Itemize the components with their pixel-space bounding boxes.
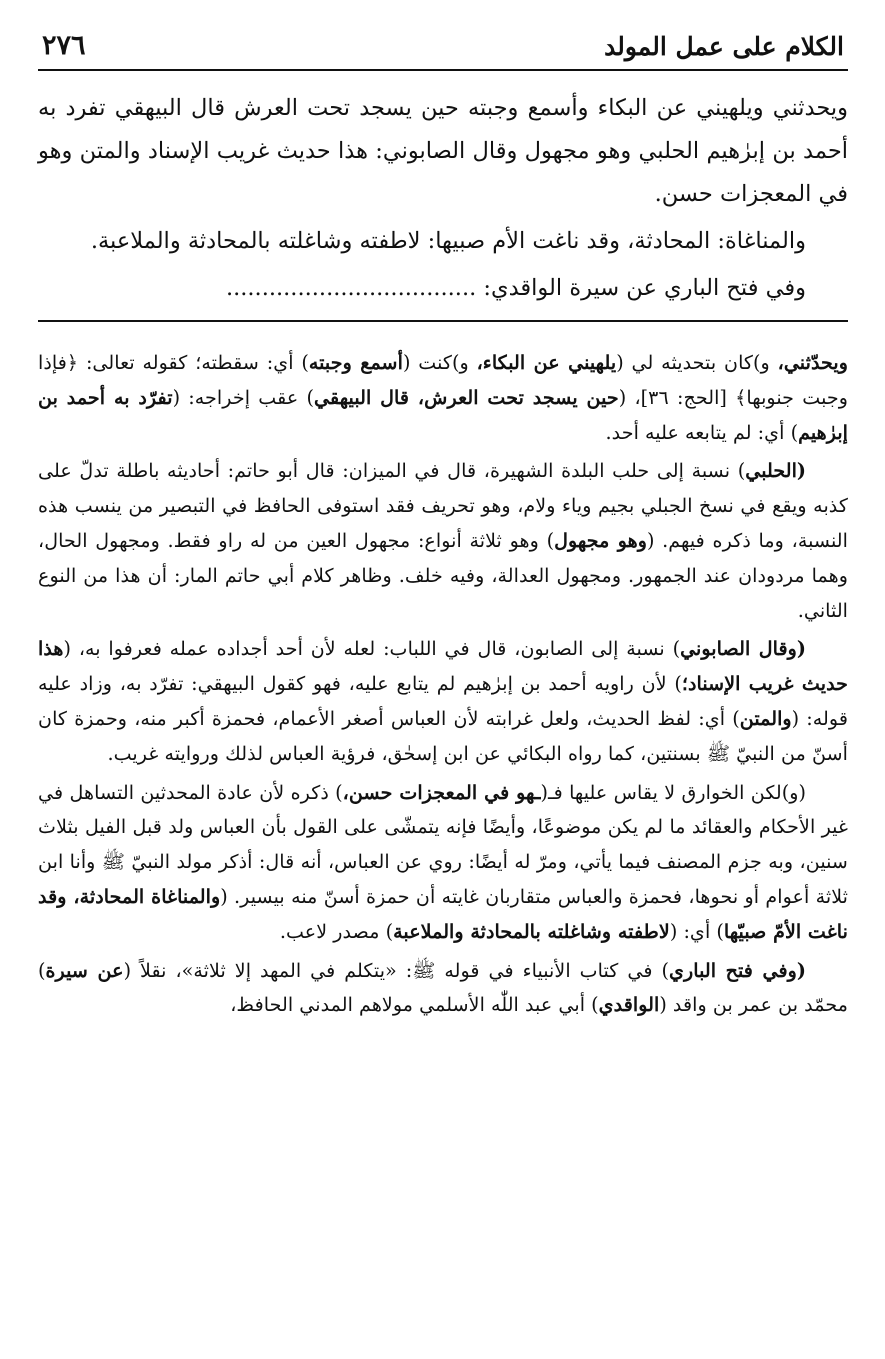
- comment-text: ) أبي عبد اللّٰه الأسلمي مولاهم المدني الحافظ،: [230, 993, 599, 1017]
- comment-text: ) أي: لفظ الحديث، ولعل غرابته لأن العباس أصغر الأعمام، فحمزة أكبر منه، وحمزة كان أسنّ من النبيّ ﷺ بسنتين، كما رواه البكائي عن ابن إسحٰق، فرؤية العباس لذلك وروايته غريب.: [38, 706, 848, 765]
- running-title: الكلام على عمل المولد: [604, 32, 844, 61]
- main-paragraph: [38, 267, 848, 310]
- bold-quote: لاطفته وشاغلته بالمحادثة والملاعبة: [393, 919, 670, 943]
- comment-text: و)كان بتحديثه لي (: [616, 351, 778, 374]
- bold-quote: تفرّد به أحمد بن إبرٰهيم: [38, 385, 848, 444]
- comment-text: ) لأن راويه أحمد بن إبرٰهيم لم يتابع عليه، فهو كقول البيهقي: تفرّد به، وزاد عليه قوله: (: [38, 672, 848, 730]
- commentary-paragraph: [38, 346, 848, 450]
- bold-quote: ويحدّثني،: [777, 351, 849, 374]
- bold-quote: ـهو في المعجزات حسن،: [342, 780, 541, 804]
- bold-quote: (الحلبي: [745, 459, 806, 483]
- commentary-paragraph: [38, 632, 848, 771]
- comment-text: ) محمّد بن عمر بن واقد (: [38, 958, 848, 1017]
- bold-quote: أسمع وجبته: [308, 351, 403, 374]
- commentary: [38, 346, 848, 1023]
- bold-quote: هذا حديث غريب الإسناد؛: [38, 637, 848, 696]
- page: [38, 30, 848, 1027]
- ellipsis-dots: ...................................: [225, 275, 477, 301]
- commentary-paragraph: [38, 454, 848, 628]
- main-paragraph: والمناغاة: المحادثة، وقد ناغت الأم صبيها: لاطفته وشاغلته بالمحادثة والملاعبة.: [90, 228, 806, 254]
- comment-text: ) وهو ثلاثة أنواع: مجهول العين من له راو فقط. ومجهول الحال، وهما مردودان عند الجمهور. ومجهول العدالة، وفيه خلف. وظاهر كلام أبي حاتم المار: أن هذا من النوع الثاني.: [38, 528, 848, 622]
- comment-text: ) نسبة إلى حلب البلدة الشهيرة، قال في الميزان: قال أبو حاتم: أحاديثه باطلة تدلّ على كذبه ويقع في نسخ الجبلي بجيم وياء ولام، وهو تحريف فقد استوفى الحافظ في التبصير من ينسب هذه النسبة، وما ذكره فيهم. (: [38, 459, 848, 552]
- bold-quote: والمتن: [739, 706, 792, 730]
- main-paragraph: ويحدثني ويلهيني عن البكاء وأسمع وجبته حين يسجد تحت العرش قال البيهقي تفرد به أحمد بن إبرٰهيم الحلبي وهو مجهول وقال الصابوني: هذا حديث غريب الإسناد والمتن وهو في المعجزات حسن.: [38, 95, 848, 207]
- bold-quote: حين يسجد تحت العرش، قال البيهقي: [314, 385, 619, 409]
- footnote-divider: [38, 320, 848, 322]
- commentary-paragraph: [38, 954, 848, 1024]
- page-header: [38, 30, 848, 71]
- bold-quote: (وقال الصابوني: [680, 637, 806, 661]
- comment-text: ) ذكره لأن عادة المحدثين التساهل في غير الأحكام والعقائد ما لم يكن موضوعًا، وأيضًا فإنه يتمشّى على القول بأن العباس ولد قبل الفيل بثلاث سنين، وبه جزم المصنف فيما يأتي، ومرّ له أيضًا: روي عن العباس، أنه قال: أذكر مولد النبيّ ﷺ وأنا ابن ثلاثة أعوام أو نحوها، فحمزة والعباس متقاربان غايته أن حمزة أسنّ منه بيسير. (: [38, 780, 848, 908]
- comment-text: ) نسبة إلى الصابون، قال في اللباب: لعله لأن أحد أجداده عمله فعرفوا به، (: [63, 637, 681, 661]
- comment-text: و)كنت (: [402, 351, 477, 374]
- bold-quote: عن سيرة: [45, 958, 124, 982]
- bold-quote: (وفي فتح الباري: [668, 958, 806, 982]
- bold-quote: وهو مجهول: [554, 528, 647, 552]
- comment-text: ) أي: (: [669, 919, 724, 943]
- bold-quote: والمناغاة المحادثة، وقد ناغت الأمّ صبيّها: [38, 884, 848, 943]
- comment-text: ) في كتاب الأنبياء في قوله ﷺ: «يتكلم في المهد إلا ثلاثة»، نقلاً (: [123, 958, 669, 982]
- comment-text: ) عقب إخراجه: (: [172, 385, 314, 409]
- bold-quote: الواقدي: [598, 993, 660, 1017]
- commentary-paragraph: [38, 776, 848, 950]
- comment-text: ) أي: لم يتابعه عليه أحد.: [605, 420, 799, 444]
- bold-quote: يلهيني عن البكاء،: [476, 351, 617, 374]
- comment-text: ) أي: سقطته؛ كقوله تعالى: ﴿فإذا وجبت جنوبها﴾ [الحج: ٣٦]، (: [38, 351, 848, 409]
- comment-text: ) مصدر لاعب.: [279, 919, 394, 943]
- main-text: [38, 87, 848, 310]
- main-line-text: وفي فتح الباري عن سيرة الواقدي:: [483, 275, 806, 301]
- comment-text: (و)لكن الخوارق لا يقاس عليها فـ(: [540, 780, 806, 804]
- page-number: ٢٧٦: [42, 30, 86, 61]
